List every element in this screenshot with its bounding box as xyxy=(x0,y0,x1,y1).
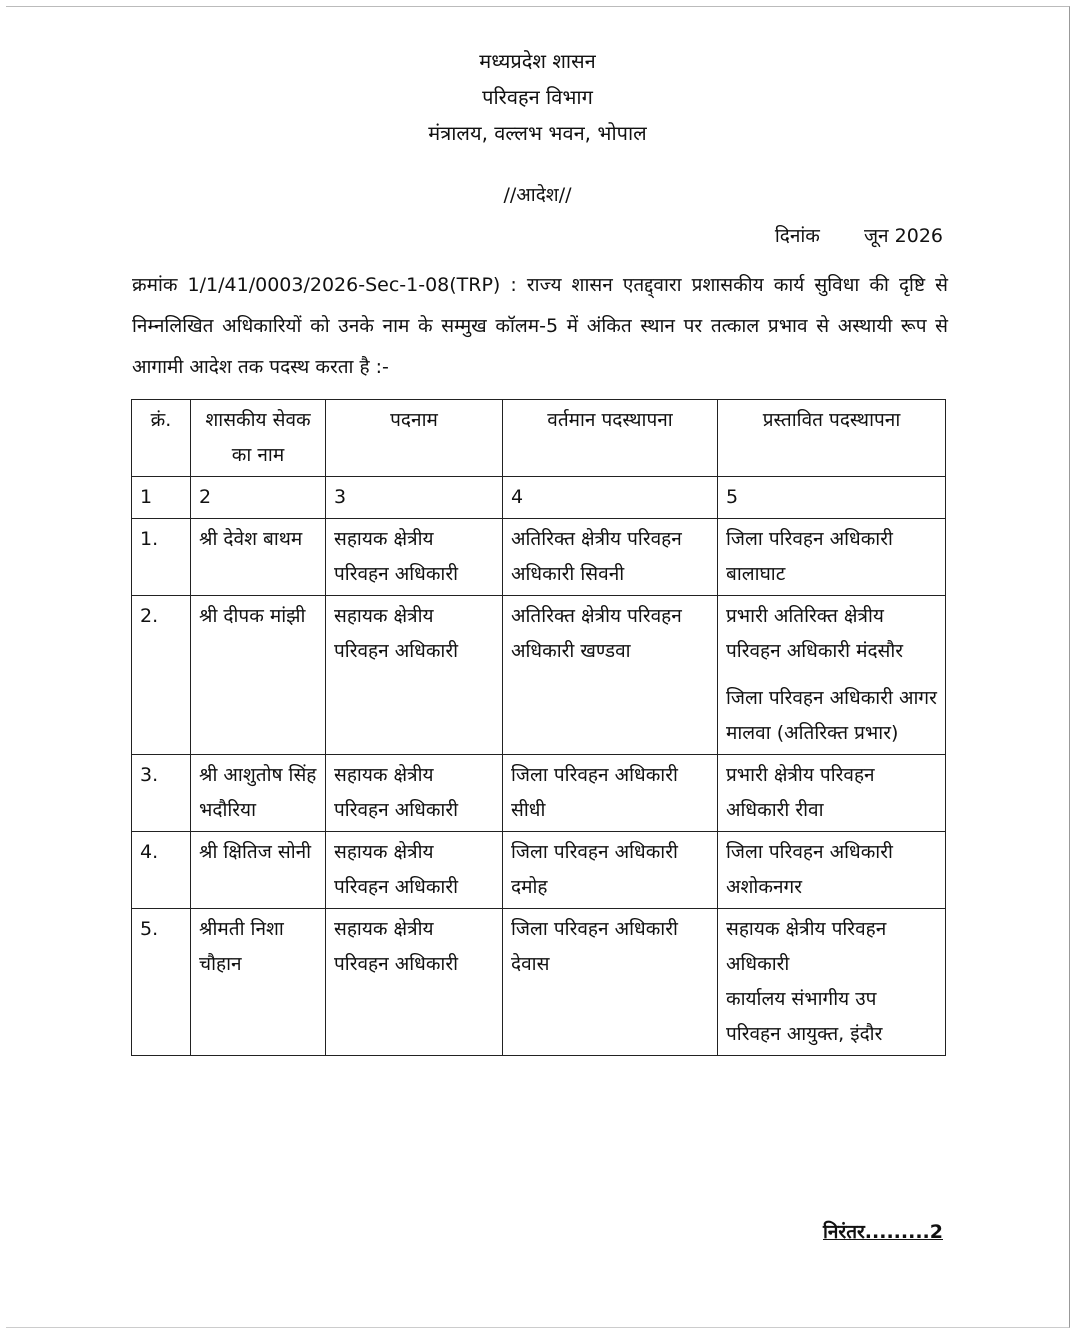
header-serial: क्रं. xyxy=(132,400,191,477)
column-number: 1 xyxy=(132,477,191,519)
header-designation: पदनाम xyxy=(326,400,503,477)
table-row xyxy=(132,832,946,909)
column-number: 5 xyxy=(718,477,946,519)
name-cell: श्री दीपक मांझी xyxy=(191,596,326,755)
table-row xyxy=(132,519,946,596)
date-line xyxy=(775,222,943,248)
date-label: दिनांक xyxy=(774,225,820,247)
column-number: 4 xyxy=(503,477,718,519)
order-intro-paragraph: क्रमांक 1/1/41/0003/2026-Sec-1-08(TRP) : राज्य शासन एतद्द्वारा प्रशासकीय कार्य सुविधा की दृष्टि से निम्नलिखित अधिकारियों को उनके नाम के सम्मुख कॉलम-5 में अंकित स्थान पर तत्काल प्रभाव से अस्थायी रूप से आगामी आदेश तक पदस्थ करता है :- xyxy=(132,274,948,378)
header-current-posting: वर्तमान पदस्थापना xyxy=(503,400,718,477)
serial-cell: 3. xyxy=(132,755,191,832)
header-proposed-posting: प्रस्तावित पदस्थापना xyxy=(718,400,946,477)
designation-cell: सहायक क्षेत्रीय परिवहन अधिकारी xyxy=(326,832,503,909)
proposed-posting-additional: जिला परिवहन अधिकारी आगर मालवा (अतिरिक्त प्रभार) xyxy=(726,687,937,744)
column-number: 3 xyxy=(326,477,503,519)
designation-cell: सहायक क्षेत्रीय परिवहन अधिकारी xyxy=(326,755,503,832)
serial-cell: 1. xyxy=(132,519,191,596)
current-posting-cell: अतिरिक्त क्षेत्रीय परिवहन अधिकारी सिवनी xyxy=(503,519,718,596)
current-posting-cell: जिला परिवहन अधिकारी दमोह xyxy=(503,832,718,909)
name-cell: श्रीमती निशा चौहान xyxy=(191,909,326,1056)
column-number-row xyxy=(132,477,946,519)
header-address: मंत्रालय, वल्लभ भवन, भोपाल xyxy=(428,121,647,145)
header-government: मध्यप्रदेश शासन xyxy=(479,49,596,73)
proposed-posting-additional: कार्यालय संभागीय उप परिवहन आयुक्त, इंदौर xyxy=(726,988,883,1045)
table-header-row xyxy=(132,400,946,477)
proposed-posting-cell xyxy=(718,832,946,909)
posting-table xyxy=(131,399,946,1056)
order-title: //आदेश// xyxy=(503,184,572,206)
name-cell: श्री क्षितिज सोनी xyxy=(191,832,326,909)
current-posting-cell: जिला परिवहन अधिकारी देवास xyxy=(503,909,718,1056)
document-page xyxy=(6,6,1070,1328)
designation-cell: सहायक क्षेत्रीय परिवहन अधिकारी xyxy=(326,909,503,1056)
continued-marker: निरंतर.........2 xyxy=(822,1221,943,1243)
column-number: 2 xyxy=(191,477,326,519)
designation-cell: सहायक क्षेत्रीय परिवहन अधिकारी xyxy=(326,596,503,755)
current-posting-cell: जिला परिवहन अधिकारी सीधी xyxy=(503,755,718,832)
serial-cell: 2. xyxy=(132,596,191,755)
proposed-posting-cell xyxy=(718,519,946,596)
proposed-posting-cell xyxy=(718,909,946,1056)
name-cell: श्री देवेश बाथम xyxy=(191,519,326,596)
proposed-posting-text: जिला परिवहन अधिकारी अशोकनगर xyxy=(726,841,893,898)
proposed-posting-cell xyxy=(718,596,946,755)
proposed-posting-text: जिला परिवहन अधिकारी बालाघाट xyxy=(726,528,893,585)
table-row xyxy=(132,909,946,1056)
table-row xyxy=(132,755,946,832)
header-department: परिवहन विभाग xyxy=(482,85,593,109)
proposed-posting-text: सहायक क्षेत्रीय परिवहन अधिकारी xyxy=(726,918,887,975)
designation-cell: सहायक क्षेत्रीय परिवहन अधिकारी xyxy=(326,519,503,596)
proposed-posting-cell xyxy=(718,755,946,832)
header-name: शासकीय सेवक का नाम xyxy=(191,400,326,477)
current-posting-cell: अतिरिक्त क्षेत्रीय परिवहन अधिकारी खण्डवा xyxy=(503,596,718,755)
date-value: जून 2026 xyxy=(863,225,943,247)
table-row xyxy=(132,596,946,755)
name-cell: श्री आशुतोष सिंह भदौरिया xyxy=(191,755,326,832)
serial-cell: 4. xyxy=(132,832,191,909)
proposed-posting-text: प्रभारी अतिरिक्त क्षेत्रीय परिवहन अधिकारी मंदसौर xyxy=(726,605,904,662)
proposed-posting-text: प्रभारी क्षेत्रीय परिवहन अधिकारी रीवा xyxy=(726,764,875,821)
serial-cell: 5. xyxy=(132,909,191,1056)
